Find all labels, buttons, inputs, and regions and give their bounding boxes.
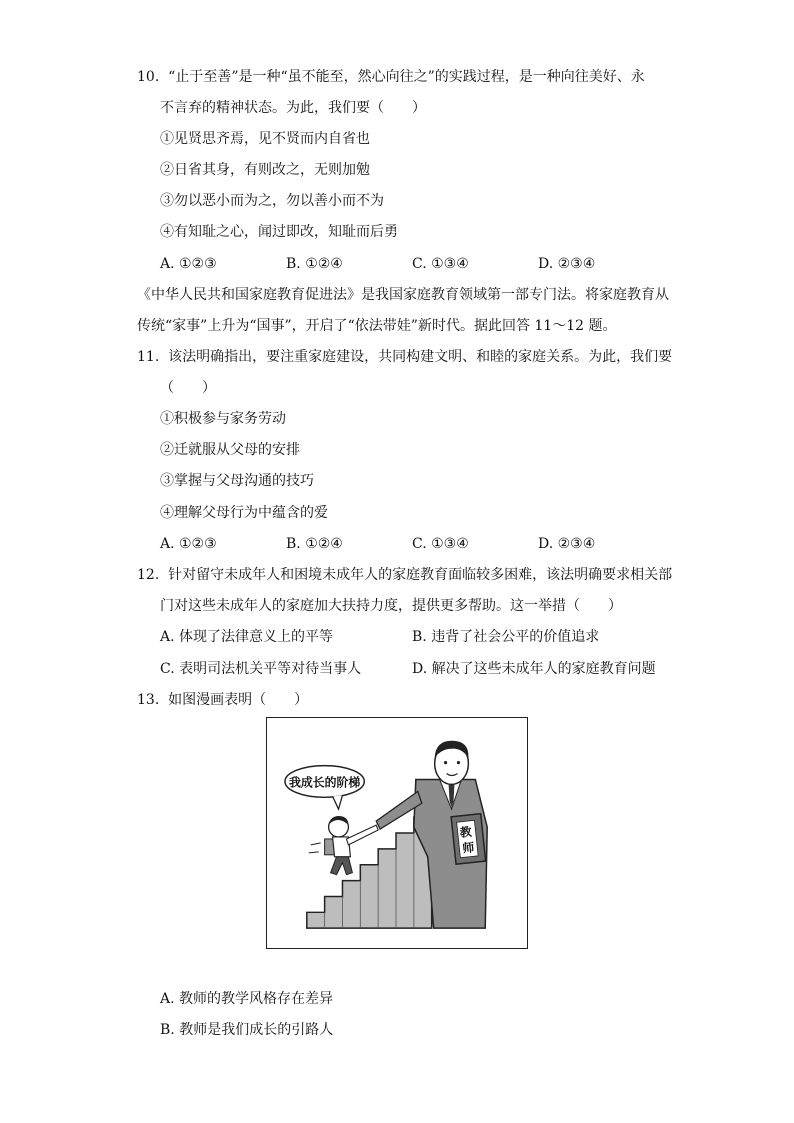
q12-number: 12.: [137, 567, 160, 583]
student-arm: [346, 825, 378, 845]
book-text-2: 师: [461, 840, 475, 856]
q10-item-4: ④有知耻之心，闻过即改，知耻而后勇: [160, 224, 398, 240]
q11-item-1: ①积极参与家务劳动: [160, 411, 286, 427]
q11-number: 11.: [137, 349, 160, 365]
q12-choice-d[interactable]: D. 解决了这些未成年人的家庭教育问题: [412, 661, 656, 677]
q11-choice-b[interactable]: B. ①②④: [286, 536, 343, 552]
q11-choice-c[interactable]: C. ①③④: [412, 536, 469, 552]
cartoon-illustration: [267, 718, 527, 948]
q10-choice-d[interactable]: D. ②③④: [538, 256, 596, 272]
passage-line1: 《中华人民共和国家庭教育促进法》是我国家庭教育领域第一部专门法。将家庭教育从: [137, 287, 669, 303]
passage-line2: 传统“家事”上升为“国事”，开启了“依法带娃”新时代。据此回答 11～12 题。: [137, 318, 617, 334]
q11-choice-d[interactable]: D. ②③④: [538, 536, 596, 552]
q10-item-2: ②日省其身，有则改之，无则加勉: [160, 162, 370, 178]
q11-stem-line1: [137, 347, 672, 367]
q10-item-3: ③勿以恶小而为之，勿以善小而不为: [160, 193, 384, 209]
q11-item-2: ②迁就服从父母的安排: [160, 442, 300, 458]
q13-stem-line: [137, 690, 308, 710]
q12-choice-a[interactable]: A. 体现了法律意义上的平等: [160, 629, 334, 645]
q11-item-3: ③掌握与父母沟通的技巧: [160, 473, 314, 489]
q12-stem-line1: [137, 565, 672, 585]
q13-choice-a[interactable]: A. 教师的教学风格存在差异: [160, 991, 334, 1007]
q11-stem-line2: （ ）: [160, 380, 216, 396]
q10-choice-b[interactable]: B. ①②④: [286, 256, 343, 272]
q12-stem-line2: 门对这些未成年人的家庭加大扶持力度，提供更多帮助。这一举措（ ）: [160, 598, 622, 614]
q13-choice-b[interactable]: B. 教师是我们成长的引路人: [160, 1022, 334, 1038]
q10-item-1: ①见贤思齐焉，见不贤而内自省也: [160, 131, 370, 147]
q10-choice-a[interactable]: A. ①②③: [160, 256, 217, 272]
q13-stem-text: 如图漫画表明（ ）: [168, 692, 309, 708]
q10-stem-line2: 不言弃的精神状态。为此，我们要（ ）: [160, 100, 426, 116]
q10-stem-text1: “止于至善”是一种“虽不能至，然心向往之”的实践过程，是一种向往美好、永: [168, 69, 645, 85]
q13-number: 13.: [137, 692, 160, 708]
q11-stem-text1: 该法明确指出，要注重家庭建设，共同构建文明、和睦的家庭关系。为此，我们要: [168, 349, 673, 365]
student-legs: [331, 857, 353, 875]
cartoon-figure: [266, 717, 528, 949]
q11-choice-a[interactable]: A. ①②③: [160, 536, 217, 552]
q12-choice-b[interactable]: B. 违背了社会公平的价值追求: [412, 629, 600, 645]
q12-stem-text1: 针对留守未成年人和困境未成年人的家庭教育面临较多困难，该法明确要求相关部: [168, 567, 673, 583]
q11-item-4: ④理解父母行为中蕴含的爱: [160, 505, 328, 521]
q12-choice-c[interactable]: C. 表明司法机关平等对待当事人: [160, 661, 362, 677]
q10-choice-c[interactable]: C. ①③④: [412, 256, 469, 272]
q10-number: 10.: [137, 69, 160, 85]
book-text-1: 教: [459, 824, 473, 840]
speech-bubble-text: 我成长的阶梯: [289, 775, 361, 790]
q10-stem-line1: [137, 67, 645, 87]
